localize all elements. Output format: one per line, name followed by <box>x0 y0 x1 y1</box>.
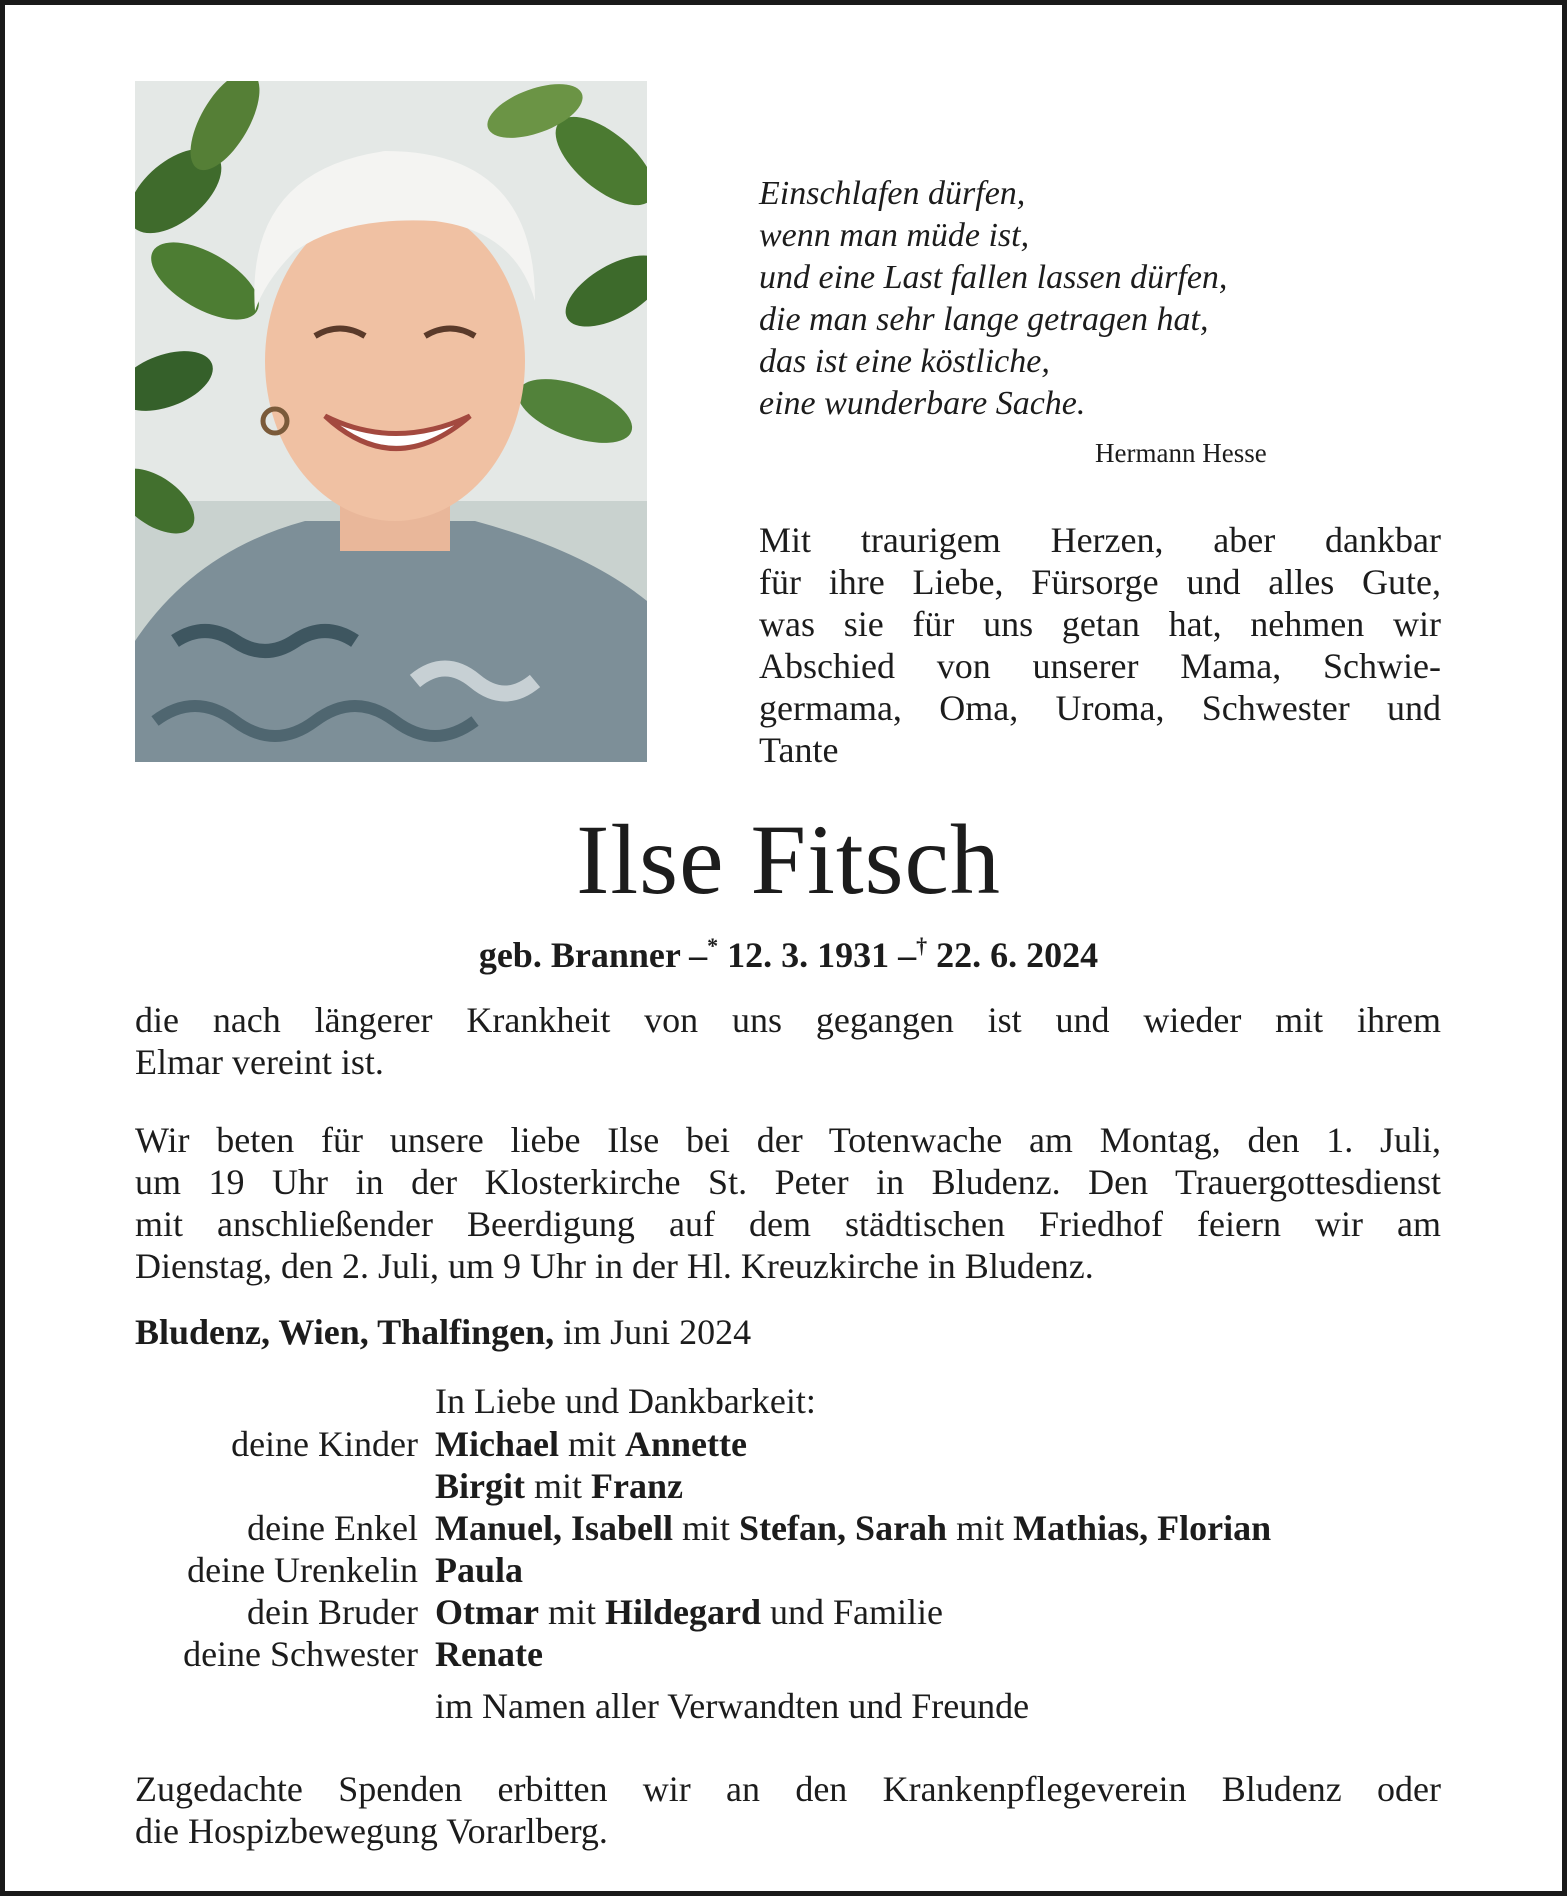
relation-label: deine Urenkelin <box>187 1550 418 1590</box>
relation-label: deine Kinder <box>231 1424 418 1464</box>
relative-name: Annette <box>624 1424 747 1464</box>
died-date: 22. 6. 2024 <box>936 935 1099 975</box>
poem-author: Hermann Hesse <box>1095 438 1267 468</box>
relative-name: Hildegard <box>604 1592 761 1632</box>
paragraph-line: mit anschließender Beerdigung auf dem städtischen Friedhof feiern wir am <box>135 1204 1441 1244</box>
signature-footer: im Namen aller Verwandten und Freunde <box>435 1686 1030 1726</box>
donation-line: Zugedachte Spenden erbitten wir an den Krankenpflegeverein Bludenz oder <box>135 1769 1441 1809</box>
paragraph-line: die nach längerer Krankheit von uns gegangen ist und wieder mit ihrem <box>135 1000 1441 1040</box>
relation-label: dein Bruder <box>247 1592 418 1632</box>
poem-line: und eine Last fallen lassen dürfen, <box>759 259 1228 296</box>
relative-name: Stefan, Sarah <box>739 1508 948 1548</box>
connector-text: mit <box>673 1508 740 1548</box>
portrait-illustration <box>135 81 647 762</box>
relative-name: Franz <box>591 1466 683 1506</box>
intro-line: Tante <box>759 730 839 770</box>
place-date <box>135 1311 751 1353</box>
intro-paragraph <box>759 519 1441 771</box>
relative-names <box>435 1591 943 1633</box>
paragraph-passing <box>135 999 1441 1083</box>
relative-names <box>435 1507 1271 1549</box>
portrait-photo <box>135 81 647 762</box>
relative-names <box>435 1549 523 1591</box>
birth-name: geb. Branner – <box>478 935 708 975</box>
connector-text: mit <box>538 1592 605 1632</box>
poem-line: Einschlafen dürfen, <box>759 175 1026 212</box>
relative-name: Manuel, Isabell <box>435 1508 674 1548</box>
relative-row <box>5 1633 1567 1675</box>
poem-line: das ist eine köstliche, <box>759 343 1050 380</box>
relative-name: Birgit <box>435 1466 525 1506</box>
relative-row <box>5 1465 1567 1507</box>
relative-name: Mathias, Florian <box>1013 1508 1272 1548</box>
intro-line: Mit traurigem Herzen, aber dankbar <box>759 520 1441 560</box>
date: im Juni 2024 <box>563 1312 752 1352</box>
relative-name: Renate <box>435 1634 543 1674</box>
relative-row <box>5 1423 1567 1465</box>
died-mark: † <box>916 933 928 958</box>
poem <box>759 173 1359 425</box>
connector-text: mit <box>947 1508 1014 1548</box>
intro-line: für ihre Liebe, Fürsorge und alles Gute, <box>759 562 1441 602</box>
poem-line: die man sehr lange getragen hat, <box>759 301 1209 338</box>
paragraph-line: um 19 Uhr in der Klosterkirche St. Peter in Bludenz. Den Trauergottesdienst <box>135 1162 1441 1202</box>
signature-heading: In Liebe und Dankbarkeit: <box>435 1381 816 1421</box>
relation-label: deine Schwester <box>183 1634 418 1674</box>
relation-label: deine Enkel <box>247 1508 418 1548</box>
connector-text: mit <box>558 1424 625 1464</box>
relative-name: Michael <box>435 1424 559 1464</box>
donation-note <box>135 1768 1441 1852</box>
relative-row <box>5 1591 1567 1633</box>
intro-line: germama, Oma, Uroma, Schwester und <box>759 688 1441 728</box>
relative-names <box>435 1423 747 1465</box>
life-dates <box>5 933 1567 976</box>
relative-names <box>435 1465 683 1507</box>
paragraph-line: Wir beten für unsere liebe Ilse bei der Totenwache am Montag, den 1. Juli, <box>135 1120 1441 1160</box>
paragraph-line: Dienstag, den 2. Juli, um 9 Uhr in der Hl. Kreuzkirche in Bludenz. <box>135 1246 1094 1286</box>
places: Bludenz, Wien, Thalfingen, <box>135 1312 555 1352</box>
born-date: 12. 3. 1931 – <box>727 935 917 975</box>
poem-line: eine wunderbare Sache. <box>759 385 1086 422</box>
poem-line: wenn man müde ist, <box>759 217 1030 254</box>
relative-names <box>435 1633 543 1675</box>
relative-row <box>5 1549 1567 1591</box>
paragraph-services <box>135 1119 1441 1287</box>
relative-name: Otmar <box>435 1592 539 1632</box>
connector-text: und Familie <box>761 1592 943 1632</box>
intro-line: Abschied von unserer Mama, Schwie- <box>759 646 1441 686</box>
intro-line: was sie für uns getan hat, nehmen wir <box>759 604 1441 644</box>
born-mark: * <box>707 933 719 958</box>
deceased-name: Ilse Fitsch <box>576 804 1001 915</box>
connector-text: mit <box>524 1466 591 1506</box>
donation-line: die Hospizbewegung Vorarlberg. <box>135 1811 608 1851</box>
relative-name: Paula <box>435 1550 524 1590</box>
relative-row <box>5 1507 1567 1549</box>
paragraph-line: Elmar vereint ist. <box>135 1042 384 1082</box>
